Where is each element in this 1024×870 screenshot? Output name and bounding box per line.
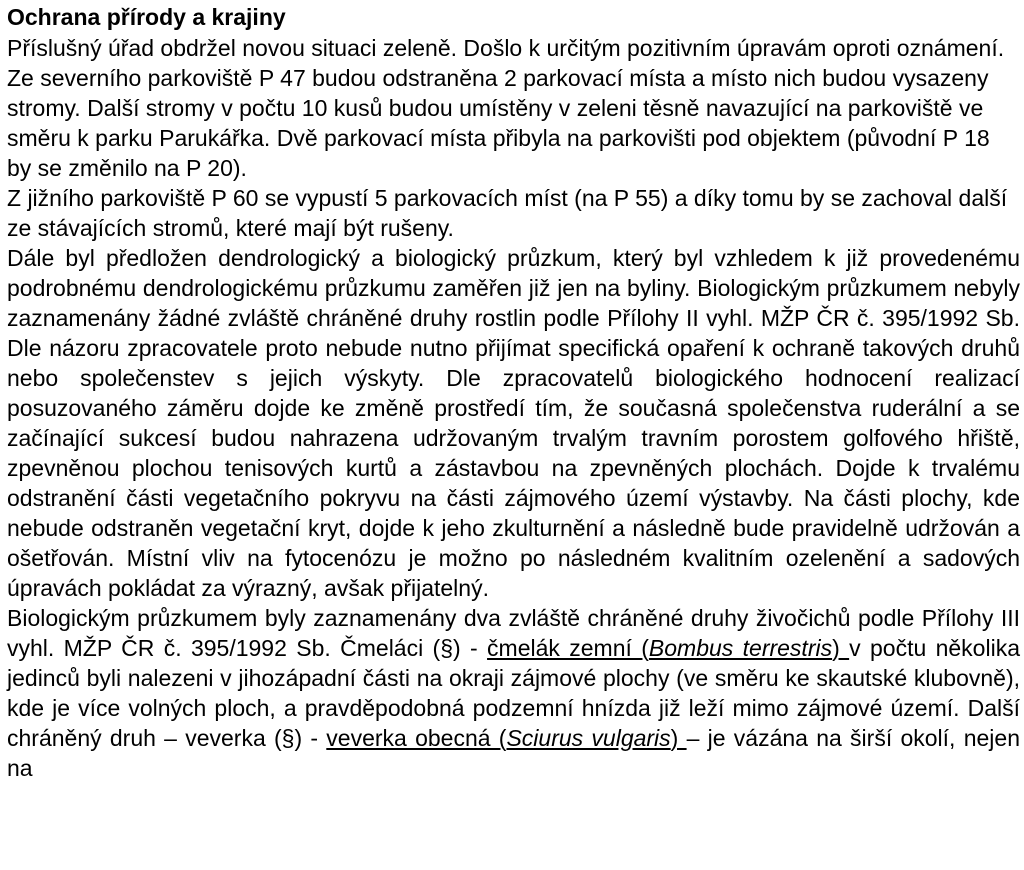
bumblebee-common-name: čmelák zemní ( [487, 635, 649, 661]
squirrel-latin-name: Sciurus vulgaris [506, 725, 671, 751]
squirrel-close-paren: ) [670, 725, 687, 751]
paragraph-south-parking: Z jižního parkoviště P 60 se vypustí 5 parkovacích míst (na P 55) a díky tomu by se zachoval další ze stávajících stromů, které mají být rušeny. [7, 185, 1008, 241]
squirrel-name [326, 725, 686, 751]
animals-text-3: – je vázána na širší okolí, nejen na [7, 725, 1020, 781]
bumblebee-name [487, 635, 849, 661]
paragraph-biological-survey: Dále byl předložen dendrologický a biologický průzkum, který byl vzhledem k již provedenému podrobnému dendrologickému průzkumu zaměřen již jen na byliny. Biologickým průzkumem nebyly zaznamenány žádné zvláště chráněné druhy rostlin podle Přílohy II vyhl. MŽP ČR č. 395/1992 Sb. Dle názoru zpracovatele proto nebude nutno přijímat specifická opaření k ochraně takových druhů nebo společenstev s jejich výskyty. Dle zpracovatelů biologického hodnocení realizací posuzovaného záměru dojde ke změně prostředí tím, že současná společenstva ruderální a se začínající sukcesí budou nahrazena udržovaným trvalým travním porostem golfového hřiště, zpevněnou plochou tenisových kurtů a zástavbou na zpevněných plochách. Dojde k trvalému odstranění části vegetačního pokryvu na části zájmového území výstavby. Na části plochy, kde nebude odstraněn vegetační kryt, dojde k jeho zkulturnění a následně bude pravidelně udržován a ošetřován. Místní vliv na fytocenózu je možno po následném kvalitním ozelenění a sadových úpravách pokládat za výrazný, avšak přijatelný. [7, 245, 1020, 601]
bumblebee-close-paren: ) [832, 635, 850, 661]
animals-text-1: Biologickým průzkumem byly zaznamenány dva zvláště chráněné druhy živočichů podle Přílohy III vyhl. MŽP ČR č. 395/1992 Sb. Čmeláci (§) - [7, 605, 1020, 661]
document-page [7, 2, 1020, 783]
paragraph-protected-animals [7, 603, 1020, 783]
animals-text-2: v počtu několika jedinců byli nalezeni v jihozápadní části na okraji zájmové plochy (ve směru ke skautské klubovně), kde je více volných ploch, a pravděpodobná podzemní hnízda již leží mimo zájmové území. Další chráněný druh – veverka (§) - [7, 635, 1020, 751]
paragraph-green-situation: Příslušný úřad obdržel novou situaci zeleně. Došlo k určitým pozitivním úpravám oproti oznámení. Ze severního parkoviště P 47 budou odstraněna 2 parkovací místa a místo nich budou vysazeny stromy. Další stromy v počtu 10 kusů budou umístěny v zeleni těsně navazující na parkoviště ve směru k parku Parukářka. Dvě parkovací místa přibyla na parkovišti pod objektem (původní P 18 by se změnilo na P 20). [7, 35, 1005, 181]
section-title: Ochrana přírody a krajiny [7, 4, 286, 30]
bumblebee-latin-name: Bombus terrestris [648, 635, 833, 661]
squirrel-common-name: veverka obecná ( [326, 725, 507, 751]
